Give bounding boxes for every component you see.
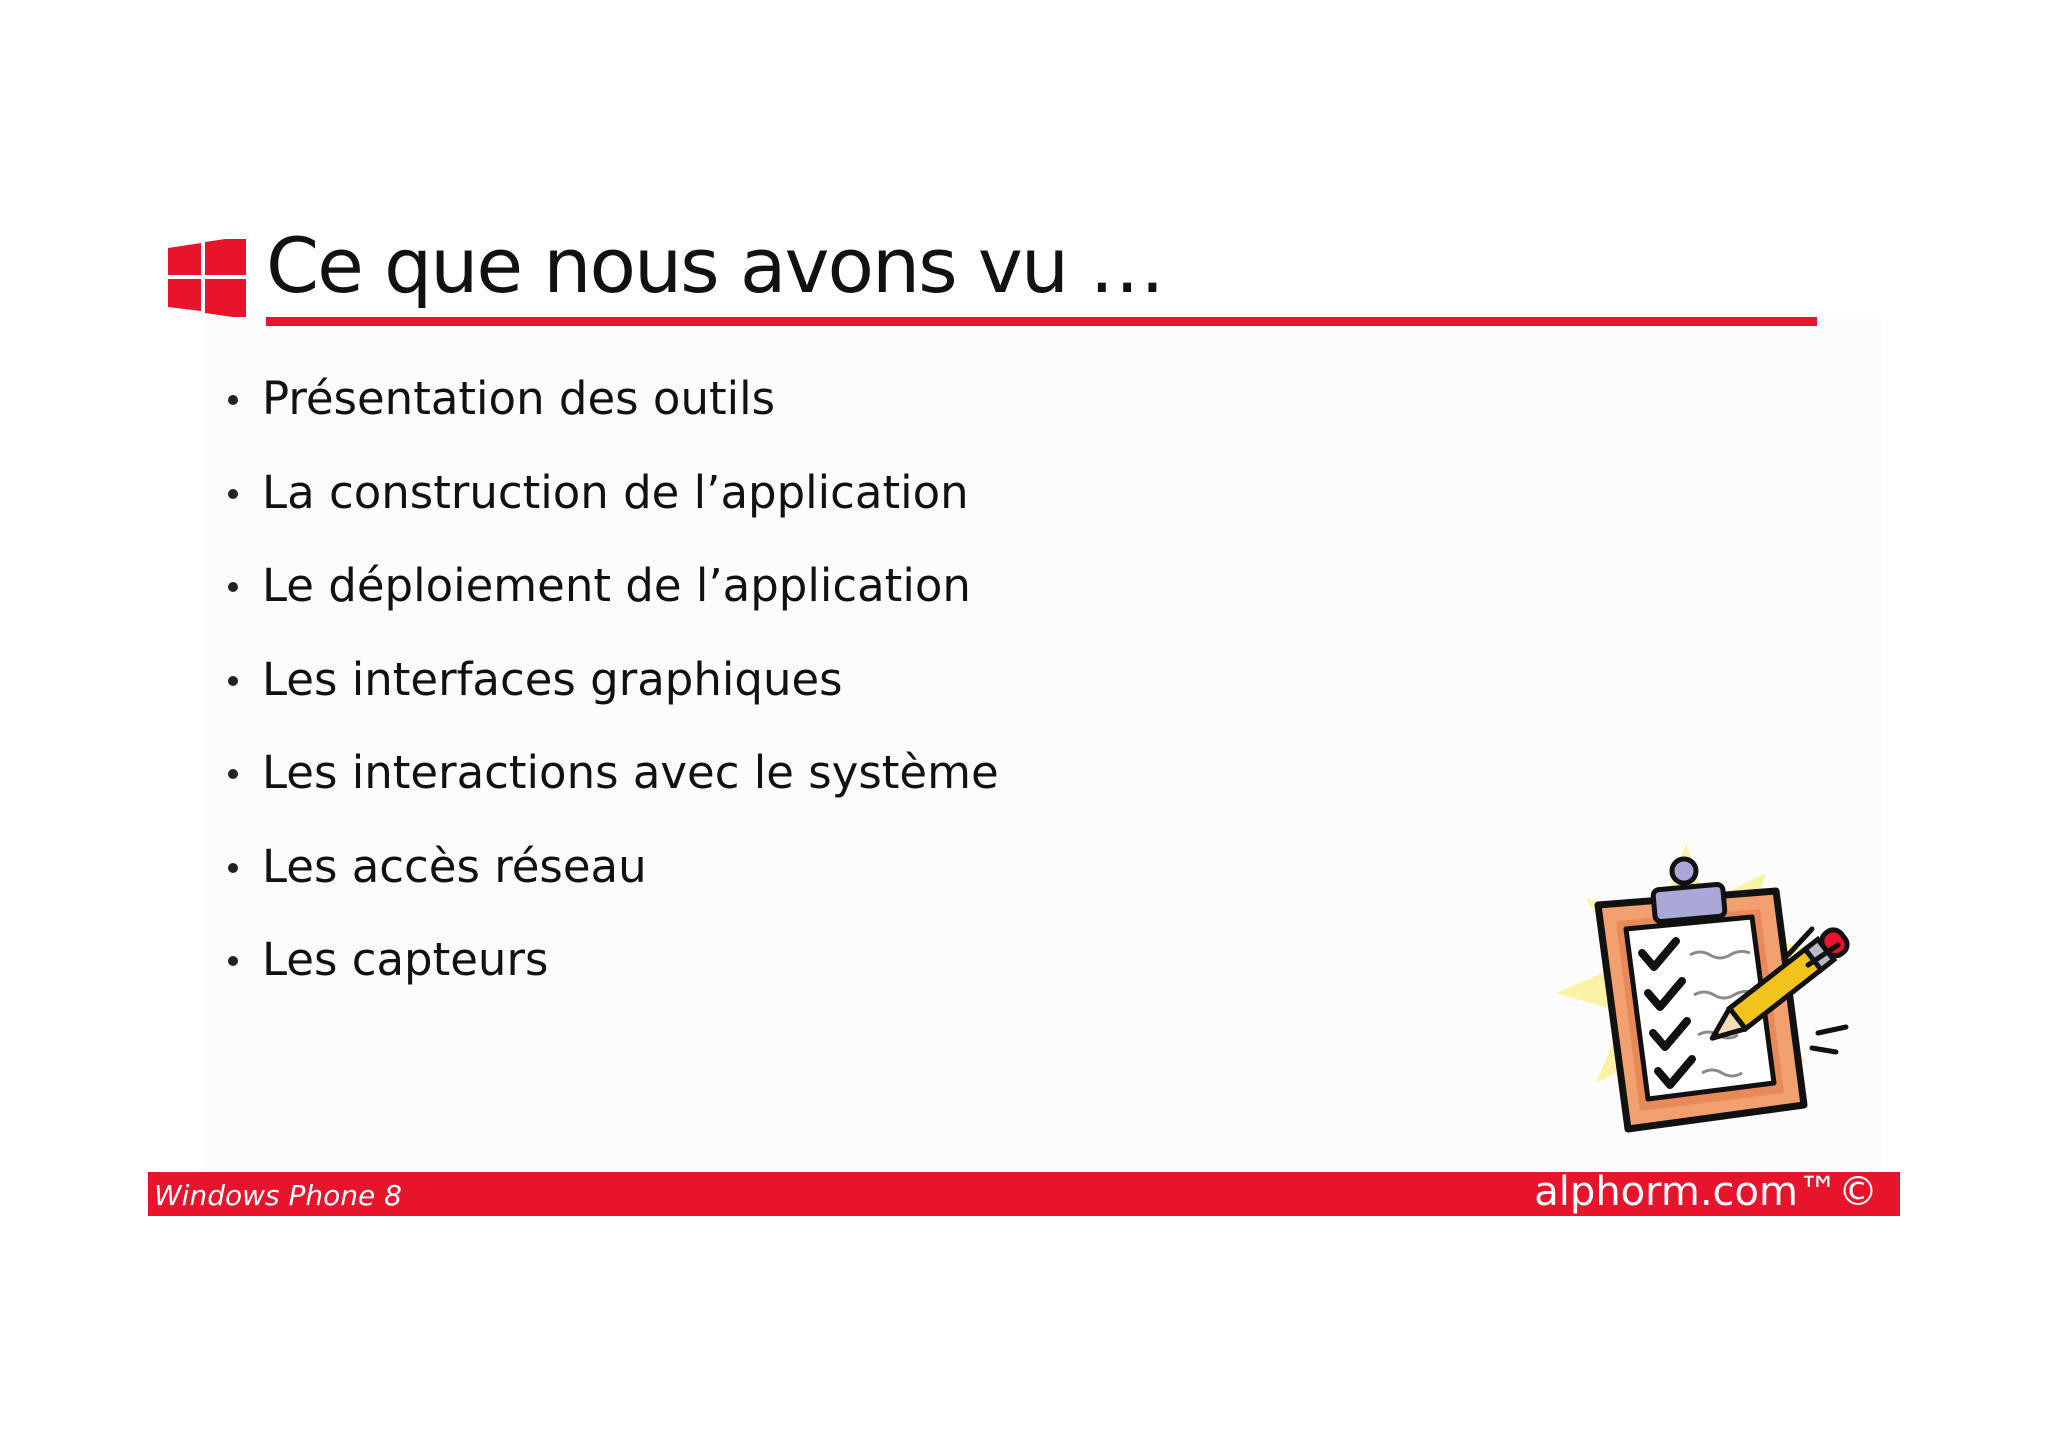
bullet-dot bbox=[228, 582, 238, 592]
bullet-item bbox=[228, 557, 999, 651]
bullet-dot bbox=[228, 863, 238, 873]
clipboard-checklist-icon bbox=[1556, 843, 1872, 1139]
slide-title: Ce que nous avons vu … bbox=[266, 221, 1164, 310]
title-underline bbox=[266, 317, 1817, 326]
bullet-dot bbox=[228, 769, 238, 779]
windows-logo-icon bbox=[168, 239, 246, 317]
footer-course-label: Windows Phone 8 bbox=[154, 1179, 402, 1212]
bullet-dot bbox=[228, 489, 238, 499]
bullet-text: Les interfaces graphiques bbox=[262, 652, 843, 706]
bullet-text: Les capteurs bbox=[262, 933, 549, 986]
bullet-item bbox=[228, 744, 999, 838]
bullet-text: La construction de l’application bbox=[262, 465, 969, 519]
bullet-dot bbox=[228, 956, 238, 966]
bullet-item bbox=[228, 464, 999, 558]
footer-bar bbox=[148, 1169, 1900, 1216]
bullet-text: Les accès réseau bbox=[262, 839, 647, 893]
bullet-text: Présentation des outils bbox=[262, 372, 776, 425]
bullet-item bbox=[228, 838, 999, 932]
bullet-text: Le déploiement de l’application bbox=[262, 559, 971, 612]
bullet-item bbox=[228, 651, 999, 745]
bullet-dot bbox=[228, 676, 238, 686]
bullet-list bbox=[228, 370, 999, 1025]
bullet-item bbox=[228, 370, 999, 464]
bullet-item bbox=[228, 931, 999, 1025]
bullet-dot bbox=[228, 395, 238, 405]
bullet-text: Les interactions avec le système bbox=[262, 746, 999, 799]
footer-brand: alphorm.com™© bbox=[1534, 1169, 1878, 1215]
